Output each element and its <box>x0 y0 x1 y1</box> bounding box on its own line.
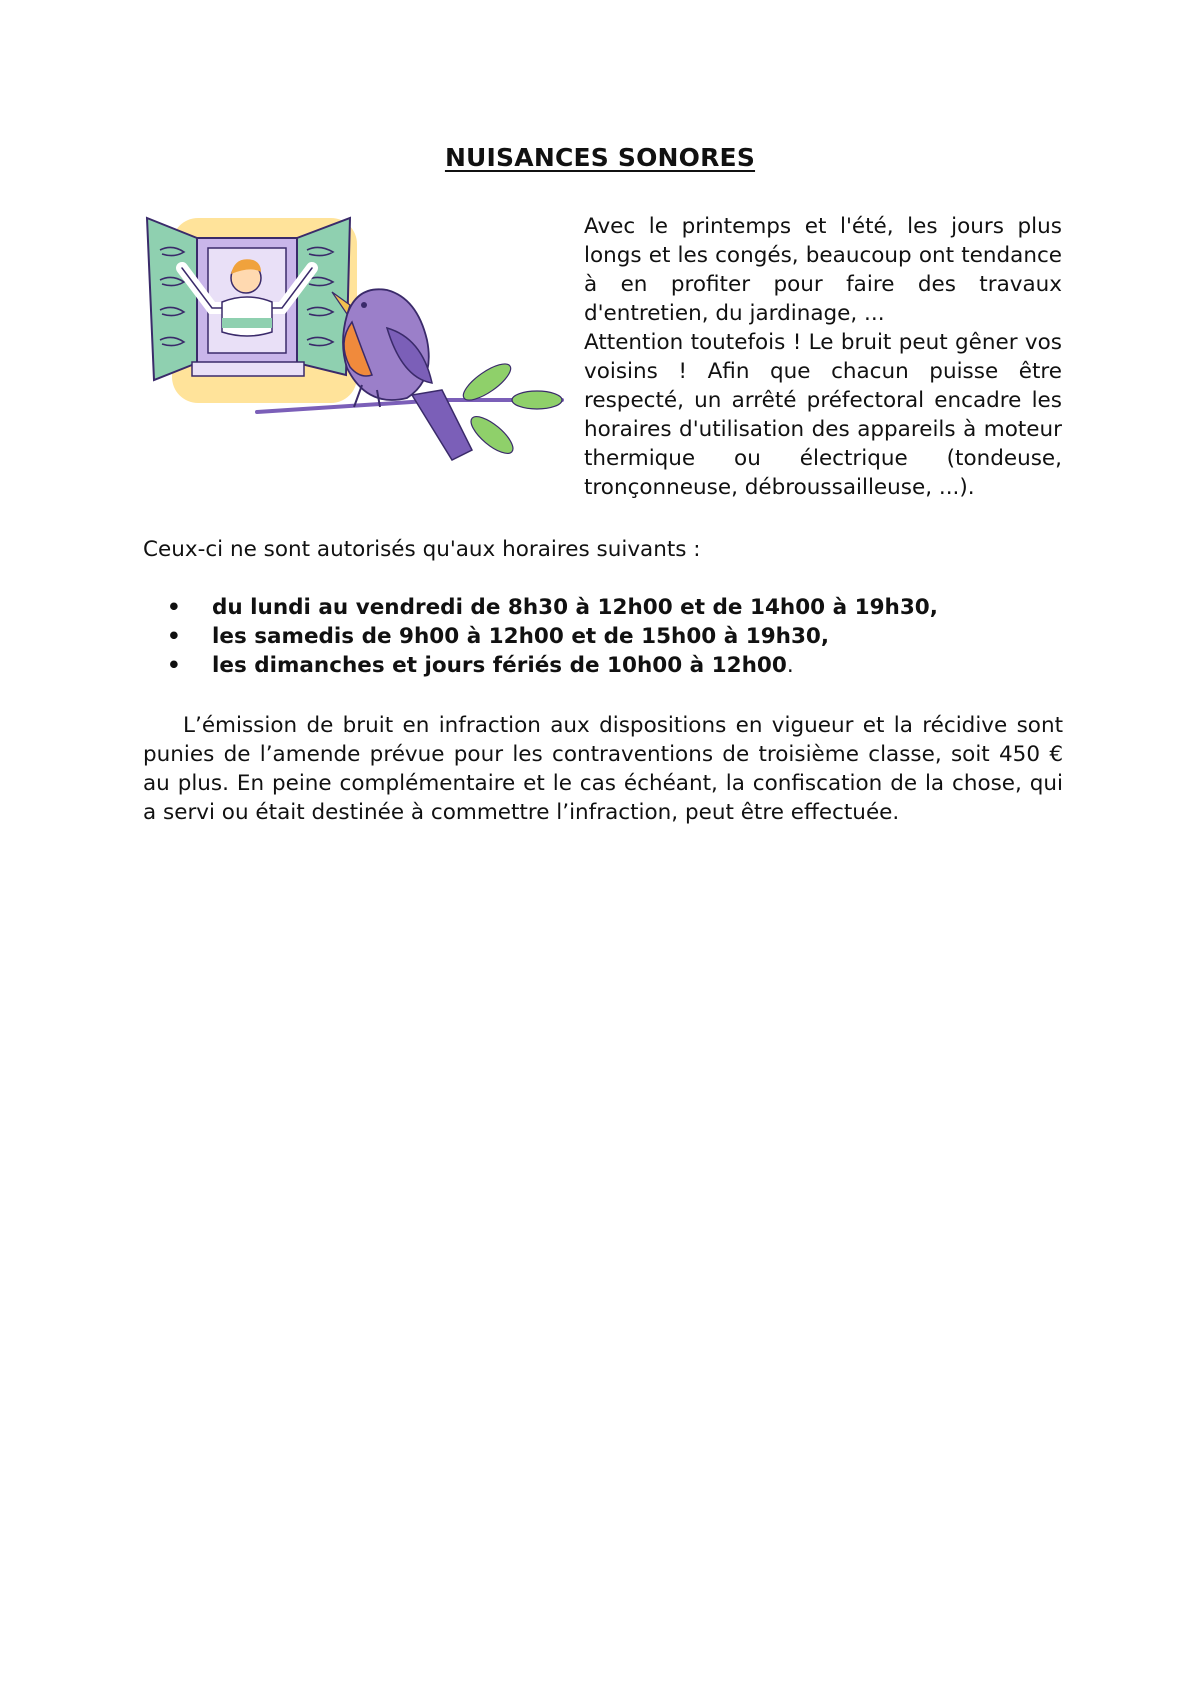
left-shutter <box>147 218 197 380</box>
list-item <box>143 593 1063 622</box>
list-item <box>143 651 1063 680</box>
schedule-sundays-holidays: les dimanches et jours fériés de 10h00 à 12h00 <box>212 653 787 678</box>
penalty-paragraph: L’émission de bruit en infraction aux dispositions en vigueur et la récidive sont punies de l’amende prévue pour les contraventions de troisième classe, soit 450 € au plus. En peine complémentaire et le cas échéant, la confiscation de la chose, qui a servi ou était destinée à commettre l’infraction, peut être effectuée. <box>143 713 1063 825</box>
window-sill <box>192 362 304 376</box>
bullet-icon: • <box>167 653 181 678</box>
schedule-tail: . <box>786 653 794 678</box>
window-person-bird-illustration <box>142 210 572 495</box>
schedule-weekdays: du lundi au vendredi de 8h30 à 12h00 et de 14h00 à 19h30, <box>212 595 938 620</box>
person-torso <box>222 297 272 336</box>
schedule-saturdays: les samedis de 9h00 à 12h00 et de 15h00 à 19h30, <box>212 624 830 649</box>
right-shutter <box>297 218 350 375</box>
intro-paragraph: Attention toutefois ! Le bruit peut gêner vos voisins ! Afin que chacun puisse être respecté, un arrêté préfectoral encadre les horaires d'utilisation des appareils à moteur thermique ou électrique (tondeuse, tronçonneuse, débroussailleuse, ...). <box>584 330 1062 500</box>
intro-text <box>584 212 1062 502</box>
list-item <box>143 622 1063 651</box>
schedule-list <box>143 593 1063 680</box>
bullet-icon: • <box>167 624 181 649</box>
page-title: NUISANCES SONORES <box>444 143 756 172</box>
intro-paragraph: Avec le printemps et l'été, les jours plus longs et les congés, beaucoup ont tendance à en profiter pour faire des travaux d'entretien, du jardinage, ... <box>584 214 1062 326</box>
schedule-lead: Ceux-ci ne sont autorisés qu'aux horaires suivants : <box>143 537 701 562</box>
leaf-2 <box>512 391 562 409</box>
bullet-icon: • <box>167 595 181 620</box>
bird-eye <box>361 302 367 308</box>
person-belt <box>222 318 272 328</box>
leaf-3 <box>466 411 519 460</box>
